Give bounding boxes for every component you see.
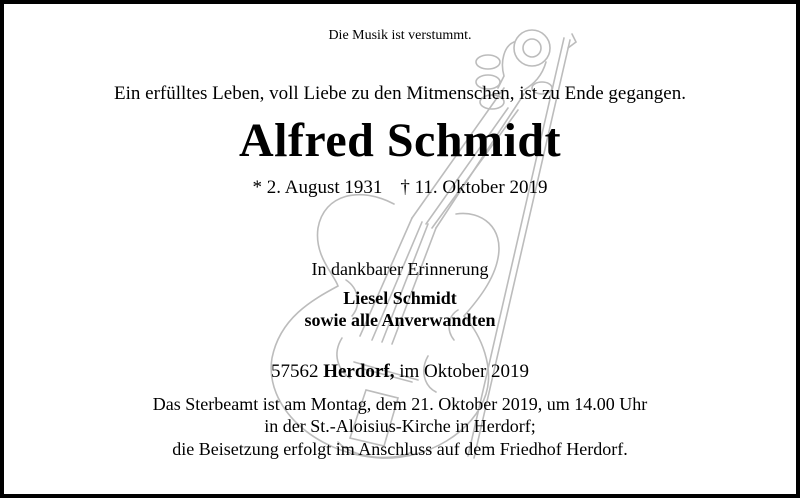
city: Herdorf, — [323, 361, 395, 382]
postcode: 57562 — [270, 361, 319, 382]
deceased-name: Alfred Schmidt — [238, 114, 562, 167]
death-date: † 11. Oktober 2019 — [400, 177, 548, 198]
birth-date: * 2. August 1931 — [252, 177, 383, 198]
motto: Die Musik ist verstummt. — [328, 28, 472, 43]
obituary-text — [4, 4, 796, 494]
survivor-name: Liesel Schmidt — [343, 288, 457, 308]
survivor-relatives: sowie alle Anverwandten — [304, 310, 496, 330]
service-notice-line: die Beisetzung erfolgt im Anschluss auf dem Friedhof Herdorf. — [172, 439, 628, 459]
intro-sentence: Ein erfülltes Leben, voll Liebe zu den Mitmenschen, ist zu Ende gegangen. — [114, 83, 686, 104]
life-dates — [4, 177, 796, 199]
place-date: im Oktober 2019 — [399, 361, 530, 382]
service-notice-line: in der St.-Aloisius-Kirche in Herdorf; — [264, 416, 536, 436]
place-date-line — [4, 361, 796, 383]
memory-line: In dankbarer Erinnerung — [311, 259, 489, 279]
service-notice-line: Das Sterbeamt ist am Montag, dem 21. Oktober 2019, um 14.00 Uhr — [152, 394, 648, 414]
